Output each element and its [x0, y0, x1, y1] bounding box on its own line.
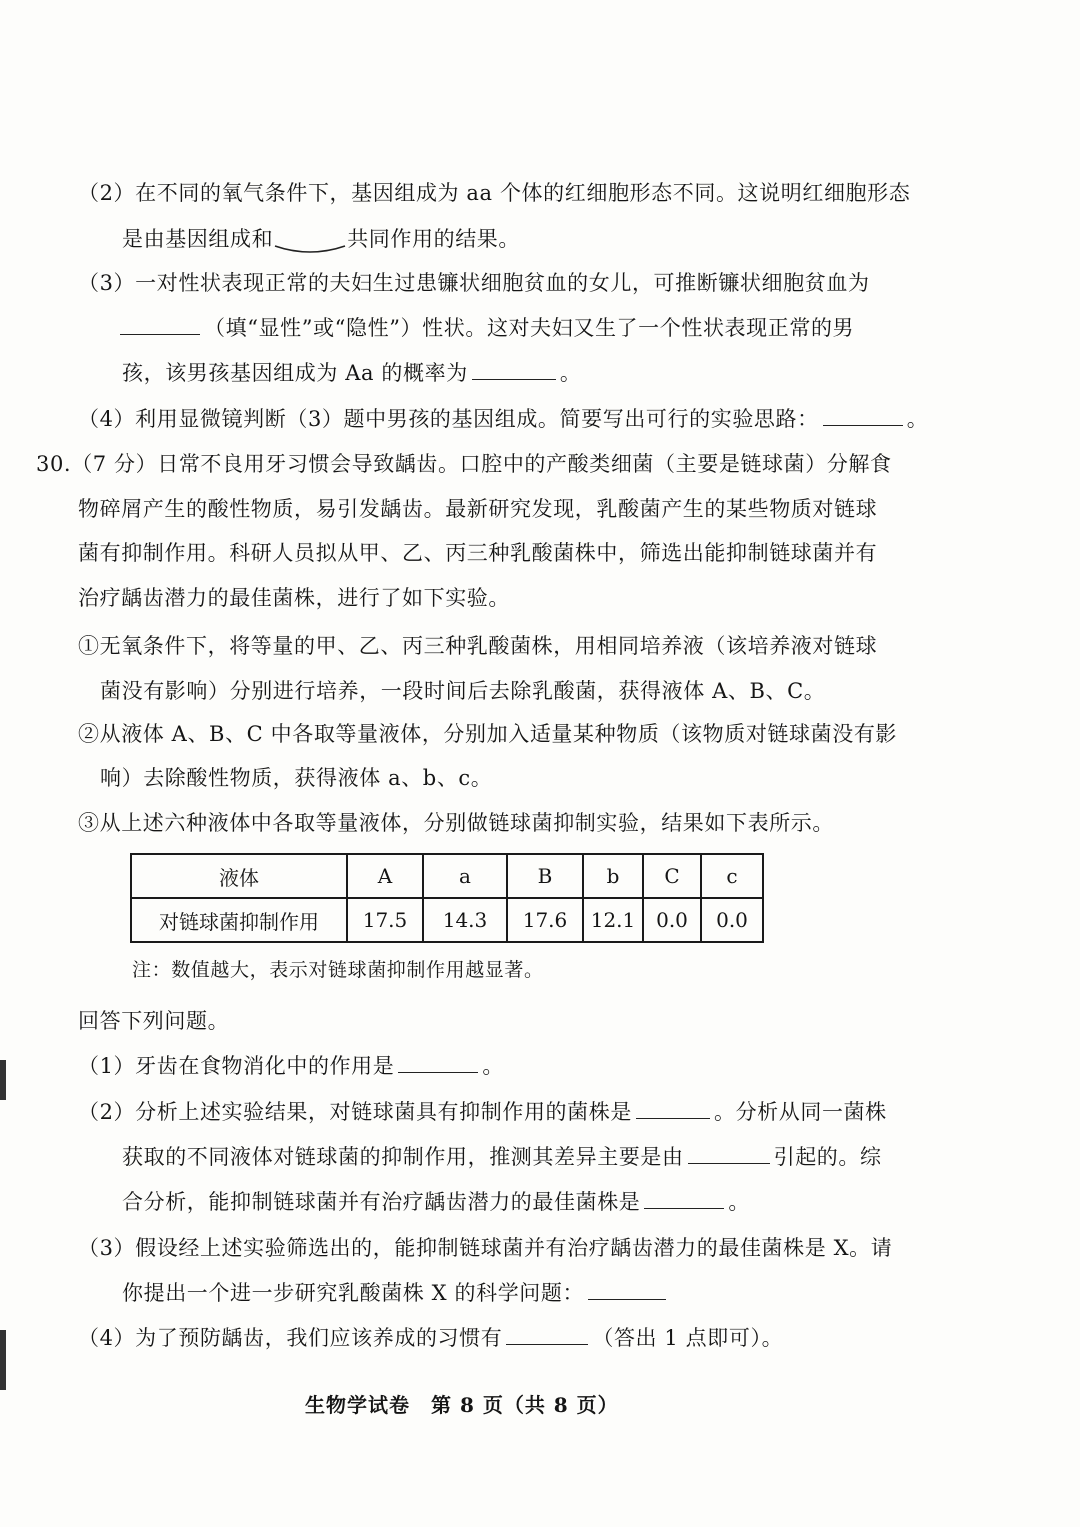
q30-sub1-text-a: （1）牙齿在食物消化中的作用是 — [78, 1054, 395, 1078]
q29-3-text: （填“显性”或“隐性”）性状。这对夫妇又生了一个性状表现正常的男 — [204, 316, 855, 340]
q29-2-text-b: 共同作用的结果。 — [347, 227, 521, 251]
table-cell: 17.6 — [507, 898, 583, 942]
table-col-C: C — [643, 854, 701, 898]
q30-sub3-line1: （3）假设经上述实验筛选出的，能抑制链球菌并有治疗龋齿潜力的最佳菌株是 X。请 — [78, 1236, 893, 1260]
q29-2-text-a: 是由基因组成和 — [122, 227, 274, 251]
table-header-label: 液体 — [131, 854, 347, 898]
table-header-row — [131, 854, 763, 898]
q30-intro-line2: 物碎屑产生的酸性物质，易引发龋齿。最新研究发现，乳酸菌产生的某些物质对链球 — [78, 497, 878, 521]
table-col-a: a — [423, 854, 507, 898]
q30-sub2-text-e: 合分析，能抑制链球菌并有治疗龋齿潜力的最佳菌株是 — [122, 1190, 641, 1214]
q29-2-line2 — [122, 224, 520, 254]
q30-sub1-text-b: 。 — [482, 1054, 504, 1078]
q30-sub2-line3 — [122, 1187, 750, 1217]
table-row-label: 对链球菌抑制作用 — [131, 898, 347, 942]
q30-step2-line2: 响）去除酸性物质，获得液体 a、b、c。 — [100, 766, 493, 790]
table-col-A: A — [347, 854, 423, 898]
q30-sub1 — [78, 1051, 504, 1081]
table-col-B: B — [507, 854, 583, 898]
q30-sub2-text-a: （2）分析上述实验结果，对链球菌具有抑制作用的菌株是 — [78, 1100, 632, 1124]
answer-blank[interactable] — [506, 1324, 588, 1345]
q30-sub2-text-f: 。 — [728, 1190, 751, 1214]
q30-sub2-line2 — [122, 1142, 882, 1172]
answer-blank[interactable] — [273, 232, 347, 254]
answer-blank[interactable] — [688, 1143, 770, 1164]
result-table — [130, 853, 764, 943]
table-note: 注：数值越大，表示对链球菌抑制作用越显著。 — [132, 959, 544, 981]
q30-intro-line3: 菌有抑制作用。科研人员拟从甲、乙、丙三种乳酸菌株中，筛选出能抑制链球菌并有 — [78, 541, 878, 565]
q30-sub3-text: 你提出一个进一步研究乳酸菌株 X 的科学问题： — [122, 1281, 585, 1305]
answer-blank[interactable] — [644, 1188, 724, 1209]
q30-step2-line1: ②从液体 A、B、C 中各取等量液体，分别加入适量某种物质（该物质对链球菌没有影 — [78, 722, 898, 746]
table-cell: 0.0 — [643, 898, 701, 942]
answer-blank[interactable] — [823, 405, 903, 426]
q29-3-line3 — [122, 358, 581, 388]
q30-sub2-text-b: 。分析从同一菌株 — [713, 1100, 887, 1124]
page-footer: 生物学试卷 第 8 页（共 8 页） — [305, 1393, 619, 1417]
q30-intro-line4: 治疗龋齿潜力的最佳菌株，进行了如下实验。 — [78, 586, 510, 610]
q30-step3: ③从上述六种液体中各取等量液体，分别做链球菌抑制实验，结果如下表所示。 — [78, 811, 834, 835]
q30-sub3-line2 — [122, 1278, 670, 1308]
q29-3-text-b: 。 — [559, 361, 582, 385]
scan-edge-mark — [0, 1330, 6, 1390]
table-col-c: c — [701, 854, 763, 898]
answer-blank[interactable] — [472, 359, 556, 380]
answer-blank[interactable] — [636, 1098, 710, 1119]
answer-blank[interactable] — [398, 1052, 478, 1073]
q30-intro-line1: 30.（7 分）日常不良用牙习惯会导致龋齿。口腔中的产酸类细菌（主要是链球菌）分解食 — [36, 452, 892, 476]
q29-3-text-a: 孩，该男孩基因组成为 Aa 的概率为 — [122, 361, 468, 385]
q30-step1-line1: ①无氧条件下，将等量的甲、乙、丙三种乳酸菌株，用相同培养液（该培养液对链球 — [78, 634, 878, 658]
table-col-b: b — [583, 854, 643, 898]
q29-3-line2 — [120, 313, 854, 343]
q30-sub4-text-b: （答出 1 点即可）。 — [592, 1326, 784, 1350]
q30-sub2-text-c: 获取的不同液体对链球菌的抑制作用，推测其差异主要是由 — [122, 1145, 684, 1169]
q30-sub2-line1 — [78, 1097, 887, 1127]
q30-sub4 — [78, 1323, 783, 1353]
table-cell: 0.0 — [701, 898, 763, 942]
scan-edge-mark — [0, 1060, 6, 1100]
answer-blank[interactable] — [588, 1279, 666, 1300]
q29-4-line — [78, 404, 928, 434]
q29-3-line1: （3）一对性状表现正常的夫妇生过患镰状细胞贫血的女儿，可推断镰状细胞贫血为 — [78, 271, 870, 295]
table-cell: 12.1 — [583, 898, 643, 942]
q30-sub4-text-a: （4）为了预防龋齿，我们应该养成的习惯有 — [78, 1326, 503, 1350]
q29-2-line1: （2）在不同的氧气条件下，基因组成为 aa 个体的红细胞形态不同。这说明红细胞形态 — [78, 181, 911, 205]
answer-blank[interactable] — [120, 314, 200, 335]
table-cell: 17.5 — [347, 898, 423, 942]
answer-prompt: 回答下列问题。 — [78, 1009, 230, 1033]
q29-4-text-a: （4）利用显微镜判断（3）题中男孩的基因组成。简要写出可行的实验思路： — [78, 407, 819, 431]
q30-sub2-text-d: 引起的。综 — [773, 1145, 882, 1169]
q30-step1-line2: 菌没有影响）分别进行培养，一段时间后去除乳酸菌，获得液体 A、B、C。 — [100, 679, 826, 703]
q29-4-text-b: 。 — [906, 407, 929, 431]
table-row — [131, 898, 763, 942]
table-cell: 14.3 — [423, 898, 507, 942]
